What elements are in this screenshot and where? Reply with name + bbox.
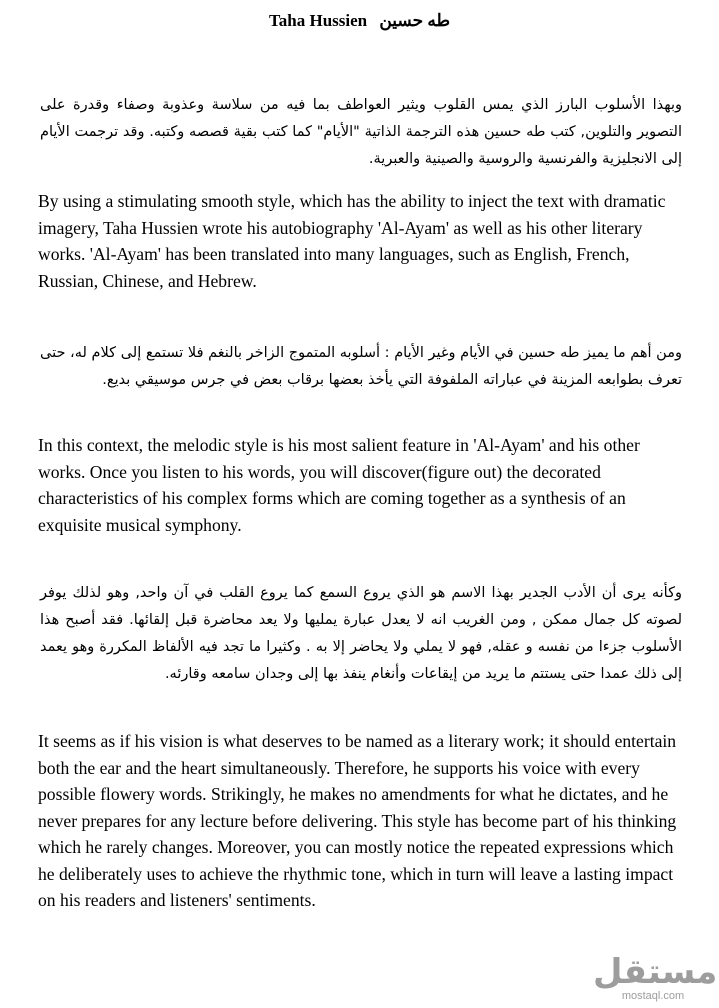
title-arabic: طه حسين	[379, 11, 450, 30]
english-paragraph-2	[38, 432, 682, 538]
title-english: Taha Hussien	[268, 11, 368, 30]
watermark-site: mostaql.com	[621, 990, 685, 1002]
english-paragraph-1	[38, 188, 682, 294]
mostaql-watermark	[593, 952, 718, 1002]
arabic-paragraph-2	[40, 340, 682, 394]
page-title	[0, 10, 719, 32]
arabic-paragraph-1	[40, 92, 682, 173]
arabic-text: ومن أهم ما يميز طه حسين في الأيام وغير الأيام : أسلوبه المتموج الزاخر بالنغم فلا تستمع إلى كلام له، حتى تعرف بطوابعه المزينة في عباراته الملفوفة التي يأخذ بعضها برقاب بعض في جرس موسيقي بديع.	[40, 345, 682, 388]
english-paragraph-3	[38, 728, 682, 914]
english-text: By using a stimulating smooth style, which has the ability to inject the text with dramatic imagery, Taha Hussien wrote his autobiography 'Al-Ayam' as well as his other literary works. 'Al-Ayam' has been translated into many languages, such as English, French, Russian, Chinese, and Hebrew.	[38, 191, 666, 291]
watermark-logo: مستقل	[593, 952, 718, 992]
english-text: In this context, the melodic style is his most salient feature in 'Al-Ayam' and his other works. Once you listen to his words, you will discover(figure out) the decorated characteristics of his complex forms which are coming together as a synthesis of an exquisite musical symphony.	[38, 435, 640, 535]
arabic-text: وبهذا الأسلوب البارز الذي يمس القلوب ويثير العواطف بما فيه من سلاسة وعذوبة وصفاء وقدرة على التصوير والتلوين, كتب طه حسين هذه الترجمة الذاتية "الأيام" كما كتب بقية قصصه وكتبه. وقد ترجمت الأيام إلى الانجليزية والفرنسية والروسية والصينية والعبرية.	[40, 97, 682, 167]
arabic-paragraph-3	[40, 580, 682, 688]
arabic-text: وكأنه يرى أن الأدب الجدير بهذا الاسم هو الذي يروع السمع كما يروع القلب في آن واحد, وهو لذلك يوفر لصوته كل جمال ممكن , ومن الغريب انه لا يعدل عبارة يمليها ولا يعد محاضرة قبل إلقائها. فقد أصبح هذا الأسلوب جزءا من نفسه و عقله, فهو لا يملي ولا يحاضر إلا به . وكثيرا ما تجد فيه الألفاظ المكررة وهو يعمد إلى ذلك عمدا حتى يستتم ما يريد من إيقاعات وأنغام ينفذ بها إلى وجدان سامعه وقارئه.	[40, 585, 682, 682]
english-text: It seems as if his vision is what deserves to be named as a literary work; it should entertain both the ear and the heart simultaneously. Therefore, he supports his voice with every possible flowery words. Strikingly, he makes no amendments for what he dictates, and he never prepares for any lecture before delivering. This style has become part of his thinking which he rarely changes. Moreover, you can mostly notice the repeated expressions which he deliberately uses to achieve the rhythmic tone, which in turn will leave a lasting impact on his readers and listeners' sentiments.	[38, 731, 677, 910]
